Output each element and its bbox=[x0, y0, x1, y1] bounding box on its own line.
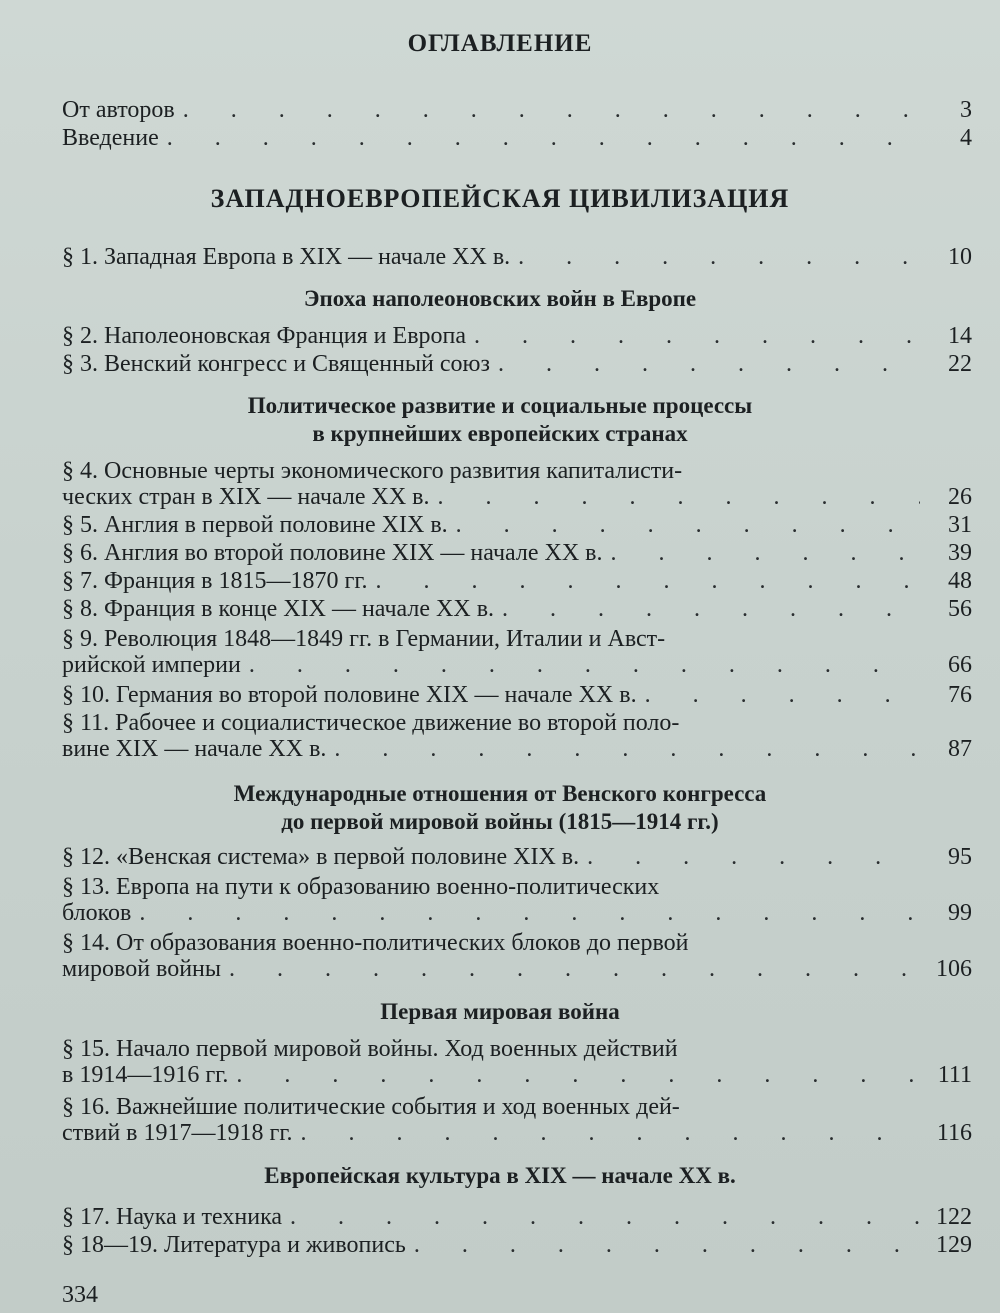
entry-text: § 18—19. Литература и живопись bbox=[62, 1232, 406, 1258]
entry-page: 87 bbox=[948, 736, 972, 762]
entry-text: § 1. Западная Европа в XIX — начале XX в. bbox=[62, 244, 511, 270]
page-number: 334 bbox=[62, 1282, 98, 1308]
entry-text: § 8. Франция в конце XIX — начале XX в. bbox=[62, 596, 495, 622]
toc-entry-13[interactable] bbox=[62, 874, 972, 926]
entry-page: 66 bbox=[948, 652, 972, 678]
entry-text: § 10. Германия во второй половине XIX — начале XX в. bbox=[62, 682, 637, 708]
entry-text: § 14. От образования военно-политических блоков до первой bbox=[62, 930, 689, 956]
entry-text: § 16. Важнейшие политические события и ход военных дей- bbox=[62, 1094, 680, 1120]
entry-text: § 2. Наполеоновская Франция и Европа bbox=[62, 323, 467, 349]
entry-text: § 15. Начало первой мировой войны. Ход военных действий bbox=[62, 1036, 678, 1062]
entry-text-cont: ческих стран в XIX — начале XX в. bbox=[62, 484, 430, 510]
toc-entry-18-19[interactable] bbox=[62, 1232, 972, 1258]
entry-page: 56 bbox=[948, 596, 972, 622]
entry-text-cont: в 1914—1916 гг. bbox=[62, 1062, 229, 1088]
toc-entry-17[interactable] bbox=[62, 1204, 972, 1230]
entry-text-cont: блоков bbox=[62, 900, 132, 926]
entry-text-cont: ствий в 1917—1918 гг. bbox=[62, 1120, 293, 1146]
entry-page: 31 bbox=[948, 512, 972, 538]
entry-page: 26 bbox=[948, 484, 972, 510]
entry-page: 116 bbox=[936, 1120, 972, 1146]
entry-text: § 7. Франция в 1815—1870 гг. bbox=[62, 568, 368, 594]
entry-text-cont: мировой войны bbox=[62, 956, 222, 982]
toc-entry-15[interactable] bbox=[62, 1036, 972, 1088]
toc-entry-authors[interactable] bbox=[62, 97, 972, 123]
subsection-political: Политическое развитие и социальные процессы в крупнейших европейских странах bbox=[247, 393, 753, 446]
entry-page: 106 bbox=[936, 956, 972, 982]
entry-text-cont: вине XIX — начале XX в. bbox=[62, 736, 327, 762]
section-title: ЗАПАДНОЕВРОПЕЙСКАЯ ЦИВИЛИЗАЦИЯ bbox=[210, 184, 790, 213]
entry-page: 76 bbox=[948, 682, 972, 708]
entry-text: § 3. Венский конгресс и Священный союз bbox=[62, 351, 490, 377]
toc-entry-5[interactable] bbox=[62, 512, 972, 538]
toc-entry-10[interactable] bbox=[62, 682, 972, 708]
entry-text: § 17. Наука и техника bbox=[62, 1204, 283, 1230]
entry-text: § 5. Англия в первой половине XIX в. bbox=[62, 512, 448, 538]
entry-page: 48 bbox=[948, 568, 972, 594]
entry-text: Введение bbox=[62, 125, 159, 151]
subsection-napoleonic: Эпоха наполеоновских войн в Европе bbox=[303, 286, 697, 311]
entry-text: § 13. Европа на пути к образованию военно-политических bbox=[62, 874, 660, 900]
toc-entry-2[interactable] bbox=[62, 323, 972, 349]
entry-page: 10 bbox=[948, 244, 972, 270]
entry-text: § 6. Англия во второй половине XIX — начале XX в. bbox=[62, 540, 603, 566]
toc-entry-8[interactable] bbox=[62, 596, 972, 622]
entry-page: 4 bbox=[960, 125, 972, 151]
subsection-ww1: Первая мировая война bbox=[380, 999, 620, 1024]
entry-page: 14 bbox=[948, 323, 972, 349]
toc-entry-12[interactable] bbox=[62, 844, 972, 870]
entry-page: 122 bbox=[936, 1204, 972, 1230]
toc-entry-9[interactable] bbox=[62, 626, 972, 678]
toc-entry-1[interactable] bbox=[62, 244, 972, 270]
entry-page: 39 bbox=[948, 540, 972, 566]
subsection-culture: Европейская культура в XIX — начале XX в. bbox=[264, 1163, 736, 1188]
entry-text-cont: рийской империи bbox=[62, 652, 241, 678]
entry-text: § 4. Основные черты экономического развития капиталисти- bbox=[62, 458, 683, 484]
entry-page: 22 bbox=[948, 351, 972, 377]
toc-entry-14[interactable] bbox=[62, 930, 972, 982]
entry-text: § 12. «Венская система» в первой половине XIX в. bbox=[62, 844, 580, 870]
entry-page: 111 bbox=[937, 1062, 972, 1088]
toc-entry-7[interactable] bbox=[62, 568, 972, 594]
entry-page: 129 bbox=[936, 1232, 972, 1258]
entry-page: 3 bbox=[960, 97, 972, 123]
toc-entry-6[interactable] bbox=[62, 540, 972, 566]
entry-text: От авторов bbox=[62, 97, 175, 123]
entry-page: 95 bbox=[948, 844, 972, 870]
toc-entry-4[interactable] bbox=[62, 458, 972, 510]
toc-entry-introduction[interactable] bbox=[62, 125, 972, 151]
toc-title: ОГЛАВЛЕНИЕ bbox=[407, 30, 593, 57]
toc-entry-11[interactable] bbox=[62, 710, 972, 762]
toc-entry-16[interactable] bbox=[62, 1094, 972, 1146]
toc-entry-3[interactable] bbox=[62, 351, 972, 377]
subsection-international: Международные отношения от Венского конгресса до первой мировой войны (1815—1914 гг.) bbox=[233, 781, 767, 834]
entry-text: § 9. Революция 1848—1849 гг. в Германии, Италии и Авст- bbox=[62, 626, 666, 652]
entry-page: 99 bbox=[948, 900, 972, 926]
entry-text: § 11. Рабочее и социалистическое движение во второй поло- bbox=[62, 710, 680, 736]
